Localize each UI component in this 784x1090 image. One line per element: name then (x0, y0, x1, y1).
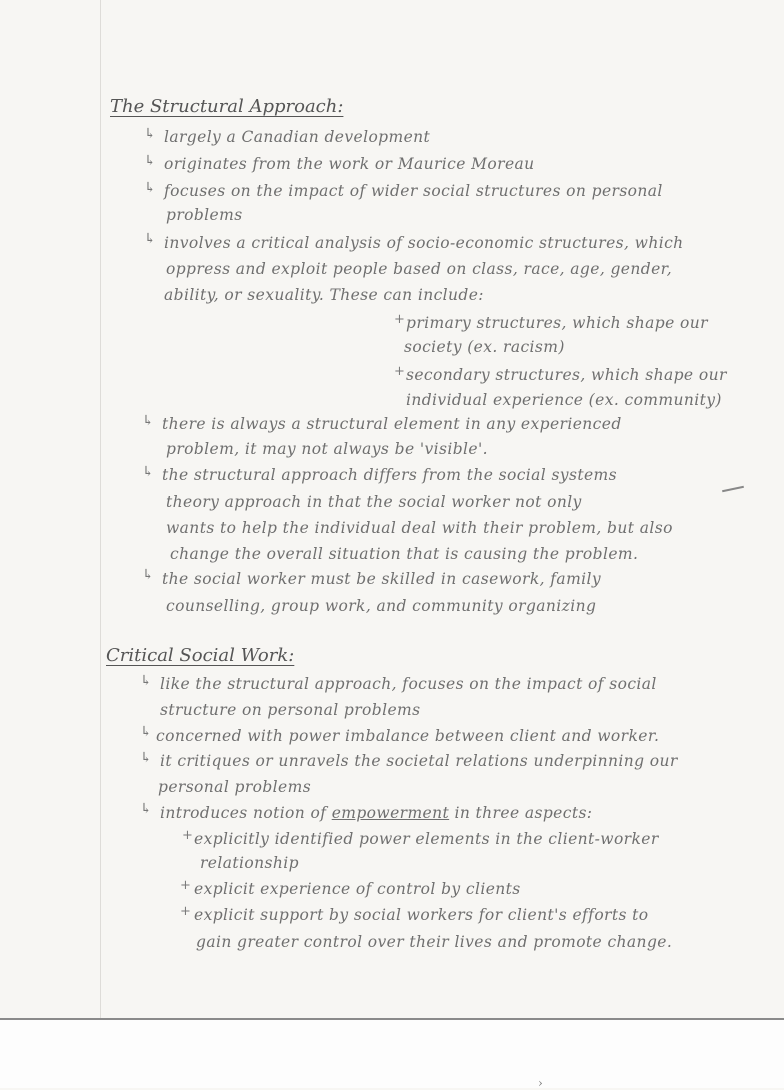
note-line: the social worker must be skilled in casework, family (162, 570, 602, 588)
note-line: explicitly identified power elements in the client-worker (194, 830, 659, 848)
note-line: problem, it may not always be 'visible'. (166, 440, 488, 458)
note-line: personal problems (158, 778, 312, 796)
note-line: theory approach in that the social worker not only (166, 493, 582, 511)
arrow-bullet: ↳ (142, 413, 154, 429)
arrow-bullet: ↳ (142, 464, 154, 480)
note-line: relationship (200, 854, 299, 872)
pen-mark (722, 486, 744, 493)
note-line: explicit support by social workers for client's efforts to (194, 906, 649, 924)
note-line: individual experience (ex. community) (406, 391, 722, 409)
note-line: it critiques or unravels the societal relations underpinning our (160, 752, 678, 770)
note-line: explicit experience of control by clients (194, 880, 521, 898)
note-line: focuses on the impact of wider social structures on personal (164, 182, 663, 200)
plus-bullet: + (394, 364, 405, 379)
note-line: problems (166, 206, 243, 224)
arrow-bullet: ↳ (144, 153, 156, 169)
note-text: in three aspects: (449, 804, 593, 822)
note-line: like the structural approach, focuses on the impact of social (160, 675, 657, 693)
note-line (160, 804, 592, 822)
note-line: there is always a structural element in any experienced (162, 415, 622, 433)
arrow-bullet: ↳ (144, 231, 156, 247)
note-line: primary structures, which shape our (406, 314, 708, 332)
plus-bullet: + (180, 904, 191, 919)
note-line: largely a Canadian development (164, 128, 431, 146)
arrow-bullet: ↳ (140, 673, 152, 689)
arrow-bullet: ↳ (144, 180, 156, 196)
note-line: ability, or sexuality. These can include: (164, 286, 484, 304)
arrow-bullet: ↳ (140, 724, 152, 740)
arrow-bullet: ↳ (142, 567, 154, 583)
note-line: change the overall situation that is causing the problem. (170, 545, 639, 563)
note-line: concerned with power imbalance between client and worker. (156, 727, 660, 745)
note-line: society (ex. racism) (404, 338, 565, 356)
note-line: counselling, group work, and community organizing (166, 597, 597, 615)
arrow-bullet: ↳ (144, 126, 156, 142)
plus-bullet: + (182, 828, 193, 843)
arrow-bullet: ↳ (140, 750, 152, 766)
arrow-bullet: ↳ (140, 801, 152, 817)
structural-heading: The Structural Approach: (110, 96, 344, 117)
corner-mark: › (538, 1076, 543, 1090)
note-line: structure on personal problems (160, 701, 421, 719)
critical-heading: Critical Social Work: (106, 645, 295, 666)
plus-bullet: + (394, 312, 405, 327)
note-line: involves a critical analysis of socio-economic structures, which (164, 234, 684, 252)
note-line: oppress and exploit people based on class, race, age, gender, (166, 260, 673, 278)
note-line: originates from the work or Maurice Moreau (164, 155, 535, 173)
plus-bullet: + (180, 878, 191, 893)
note-line: gain greater control over their lives and promote change. (196, 933, 673, 951)
empowerment-term: empowerment (331, 804, 450, 822)
note-text: introduces notion of (160, 804, 332, 822)
note-line: secondary structures, which shape our (406, 366, 727, 384)
scan-background (0, 1020, 784, 1088)
note-line: the structural approach differs from the social systems (162, 466, 617, 484)
note-line: wants to help the individual deal with their problem, but also (166, 519, 673, 537)
margin-line (100, 0, 101, 1020)
